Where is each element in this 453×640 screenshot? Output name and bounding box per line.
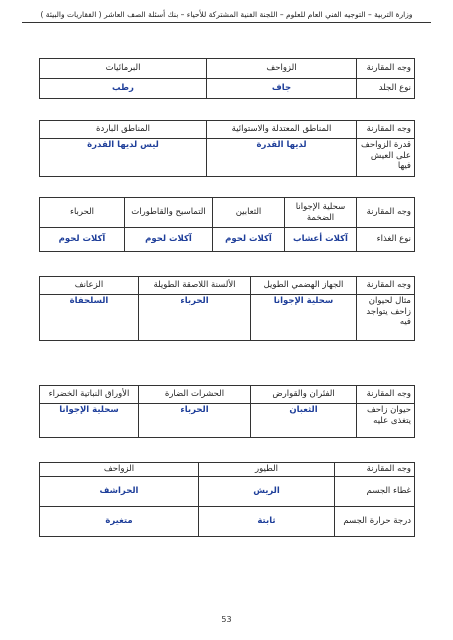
table-header-cell: وجه المقارنة	[335, 463, 415, 477]
table-header-cell: الأوراق النباتية الخضراء	[40, 386, 139, 404]
row-label: مثال لحيوان زاحف يتواجد فيه	[357, 295, 415, 341]
table-header-cell: الزواحف	[40, 463, 199, 477]
comparison-table-skin	[39, 58, 415, 99]
row-label: نوع الغذاء	[357, 228, 415, 252]
table-header-cell: وجه المقارنة	[357, 277, 415, 295]
row-label: حيوان زاحف يتغذى عليه	[357, 404, 415, 438]
table-header-cell: الألسنة اللاصقة الطويلة	[139, 277, 251, 295]
answer-cell: آكلات لحوم	[125, 228, 213, 252]
answer-cell: الثعبان	[251, 404, 357, 438]
answer-cell: ليس لديها القدرة	[40, 139, 207, 177]
answer-cell: رطب	[40, 79, 207, 99]
table-header-cell: المناطق الباردة	[40, 121, 207, 139]
answer-cell: آكلات لحوم	[213, 228, 285, 252]
table-header-cell: الزعانف	[40, 277, 139, 295]
comparison-table-food	[39, 197, 415, 252]
row-label: غطاء الجسم	[335, 477, 415, 507]
table-header-cell: الحشرات الضارة	[139, 386, 251, 404]
comparison-table-prey	[39, 385, 415, 438]
answer-cell: السلحفاة	[40, 295, 139, 341]
table-header-cell: وجه المقارنة	[357, 59, 415, 79]
table-header-cell: المناطق المعتدلة والاستوائية	[207, 121, 357, 139]
page-number: 53	[221, 615, 232, 624]
page-header: وزارة التربية – التوجيه الفني العام للعلوم – اللجنة الفنية المشتركة للأحياء – بنك أسئلة الصف العاشر ( الفقاريات والبيئة )	[22, 10, 431, 23]
answer-cell: جاف	[207, 79, 357, 99]
answer-cell: لديها القدرة	[207, 139, 357, 177]
answer-cell: الحرباء	[139, 295, 251, 341]
answer-cell: الحرباء	[139, 404, 251, 438]
row-label: نوع الجلد	[357, 79, 415, 99]
table-header-cell: الجهاز الهضمي الطويل	[251, 277, 357, 295]
comparison-table-birds-reptiles	[39, 462, 415, 537]
table-header-cell: وجه المقارنة	[357, 198, 415, 228]
answer-cell: سحلية الإجوانا	[40, 404, 139, 438]
table-header-cell: وجه المقارنة	[357, 386, 415, 404]
comparison-table-regions	[39, 120, 415, 177]
table-header-cell: الطيور	[199, 463, 335, 477]
answer-cell: الحراشف	[40, 477, 199, 507]
table-header-cell: التماسيح والقاطورات	[125, 198, 213, 228]
table-header-cell: الفئران والقوارض	[251, 386, 357, 404]
answer-cell: آكلات لحوم	[40, 228, 125, 252]
comparison-table-features	[39, 276, 415, 341]
answer-cell: آكلات أعشاب	[285, 228, 357, 252]
table-header-cell: سحلية الإجوانا الضخمة	[285, 198, 357, 228]
answer-cell: متغيرة	[40, 507, 199, 537]
table-header-cell: وجه المقارنة	[357, 121, 415, 139]
row-label: درجة حرارة الجسم	[335, 507, 415, 537]
answer-cell: الريش	[199, 477, 335, 507]
answer-cell: ثابتة	[199, 507, 335, 537]
table-header-cell: الحرباء	[40, 198, 125, 228]
table-header-cell: الزواحف	[207, 59, 357, 79]
answer-cell: سحلية الإجوانا	[251, 295, 357, 341]
row-label: قدرة الزواحف على العيش فيها	[357, 139, 415, 177]
table-header-cell: الثعابين	[213, 198, 285, 228]
table-header-cell: البرمائيات	[40, 59, 207, 79]
